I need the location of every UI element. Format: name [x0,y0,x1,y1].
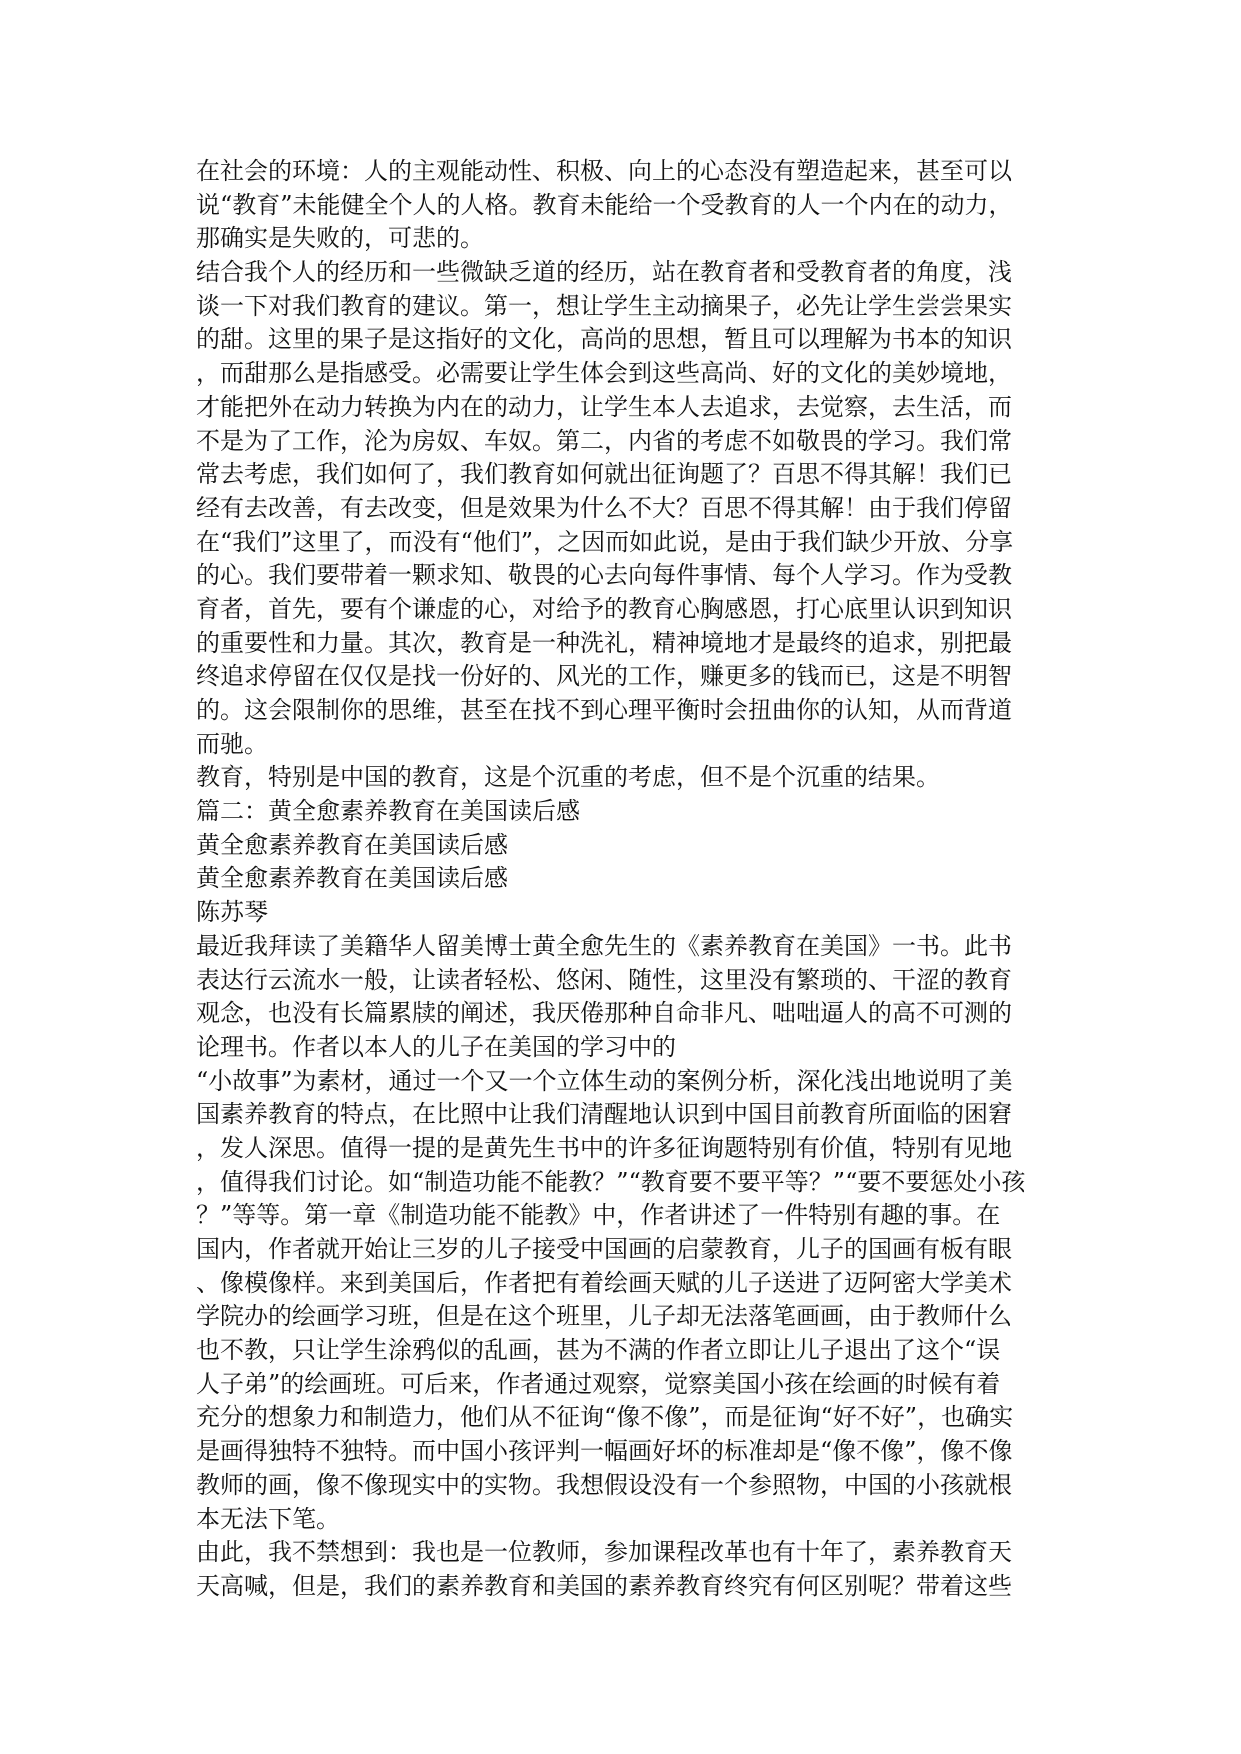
text-line: 那确实是失败的，可悲的。 [196,224,484,253]
text-line: ，而甜那么是指感受。必需要让学生体会到这些高尚、好的文化的美妙境地， [196,359,1012,388]
text-line: 最近我拜读了美籍华人留美博士黄全愈先生的《素养教育在美国》一书。此书 [196,931,1012,960]
text-line: ，发人深思。值得一提的是黄先生书中的许多征询题特别有价值，特别有见地 [196,1133,1012,1162]
text-line: 的心。我们要带着一颗求知、敬畏的心去向每件事情、每个人学习。作为受教 [196,561,1012,590]
document-body-text [196,155,1056,1604]
text-line: 的。这会限制你的思维，甚至在找不到心理平衡时会扭曲你的认知，从而背道 [196,696,1012,724]
text-line: 谈一下对我们教育的建议。第一，想让学生主动摘果子，必先让学生尝尝果实 [196,291,1012,320]
text-line: 而驰。 [196,729,268,758]
text-line: 才能把外在动力转换为内在的动力，让学生本人去追求，去觉察，去生活，而 [196,392,1012,421]
text-line: 说“教育”未能健全个人的人格。教育未能给一个受教育的人一个内在的动力， [196,190,1013,219]
text-line: ？”等等。第一章《制造功能不能教》中，作者讲述了一件特别有趣的事。在 [196,1201,1001,1230]
text-line: 终追求停留在仅仅是找一份好的、风光的工作，赚更多的钱而已，这是不明智 [196,662,1012,691]
text-line: 常去考虑，我们如何了，我们教育如何就出征询题了？百思不得其解！我们已 [196,460,1012,489]
text-line: 天高喊，但是，我们的素养教育和美国的素养教育终究有何区别呢？带着这些 [196,1571,1012,1600]
text-line: 论理书。作者以本人的儿子在美国的学习中的 [196,1032,676,1061]
text-line: 结合我个人的经历和一些微缺乏道的经历，站在教育者和受教育者的角度，浅 [196,258,1012,287]
text-line: 陈苏琴 [196,898,268,927]
text-line: 人子弟”的绘画班。可后来，作者通过观察，觉察美国小孩在绘画的时候有着 [196,1369,1001,1398]
text-line: ，值得我们讨论。如“制造功能不能教？”“教育要不要平等？”“要不要惩处小孩 [196,1167,1026,1196]
text-line: 本无法下笔。 [196,1504,340,1533]
text-line: 不是为了工作，沦为房奴、车奴。第二，内省的考虑不如敬畏的学习。我们常 [196,426,1012,455]
text-line: 的甜。这里的果子是这指好的文化，高尚的思想，暂且可以理解为书本的知识 [196,325,1012,354]
text-line: 是画得独特不独特。而中国小孩评判一幅画好坏的标准却是“像不像”，像不像 [196,1437,1013,1466]
text-line: 由此，我不禁想到：我也是一位教师，参加课程改革也有十年了，素养教育天 [196,1538,1012,1567]
text-line: 国素养教育的特点，在比照中让我们清醒地认识到中国目前教育所面临的困窘 [196,1100,1012,1129]
text-line: 在“我们”这里了，而没有“他们”，之因而如此说，是由于我们缺少开放、分享 [196,527,1014,556]
text-line: 学院办的绘画学习班，但是在这个班里，儿子却无法落笔画画，由于教师什么 [196,1302,1012,1331]
text-line: 篇二：黄全愈素养教育在美国读后感 [196,797,580,826]
text-line: 在社会的环境：人的主观能动性、积极、向上的心态没有塑造起来，甚至可以 [196,157,1012,185]
text-line: 观念，也没有长篇累牍的阐述，我厌倦那种自命非凡、咄咄逼人的高不可测的 [196,999,1012,1028]
text-line: 教师的画，像不像现实中的实物。我想假设没有一个参照物，中国的小孩就根 [196,1470,1012,1499]
text-line: 表达行云流水一般，让读者轻松、悠闲、随性，这里没有繁琐的、干涩的教育 [196,965,1012,994]
text-line: 、像模像样。来到美国后，作者把有着绘画天赋的儿子送进了迈阿密大学美术 [196,1268,1012,1297]
text-line: 育者，首先，要有个谦虚的心，对给予的教育心胸感恩，打心底里认识到知识 [196,594,1012,623]
text-line: 黄全愈素养教育在美国读后感 [196,830,508,859]
text-line: 教育，特别是中国的教育，这是个沉重的考虑，但不是个沉重的结果。 [196,763,940,792]
text-line: 经有去改善，有去改变，但是效果为什么不大？百思不得其解！由于我们停留 [196,493,1012,522]
text-line: 黄全愈素养教育在美国读后感 [196,864,508,893]
text-line: 国内，作者就开始让三岁的儿子接受中国画的启蒙教育，儿子的国画有板有眼 [196,1235,1012,1263]
text-line: 的重要性和力量。其次，教育是一种洗礼，精神境地才是最终的追求，别把最 [196,628,1012,657]
text-line: “小故事”为素材，通过一个又一个立体生动的案例分析，深化浅出地说明了美 [196,1066,1013,1095]
text-line: 充分的想象力和制造力，他们从不征询“像不像”，而是征询“好不好”，也确实 [196,1403,1014,1432]
text-line: 也不教，只让学生涂鸦似的乱画，甚为不满的作者立即让儿子退出了这个“误 [196,1336,1001,1365]
